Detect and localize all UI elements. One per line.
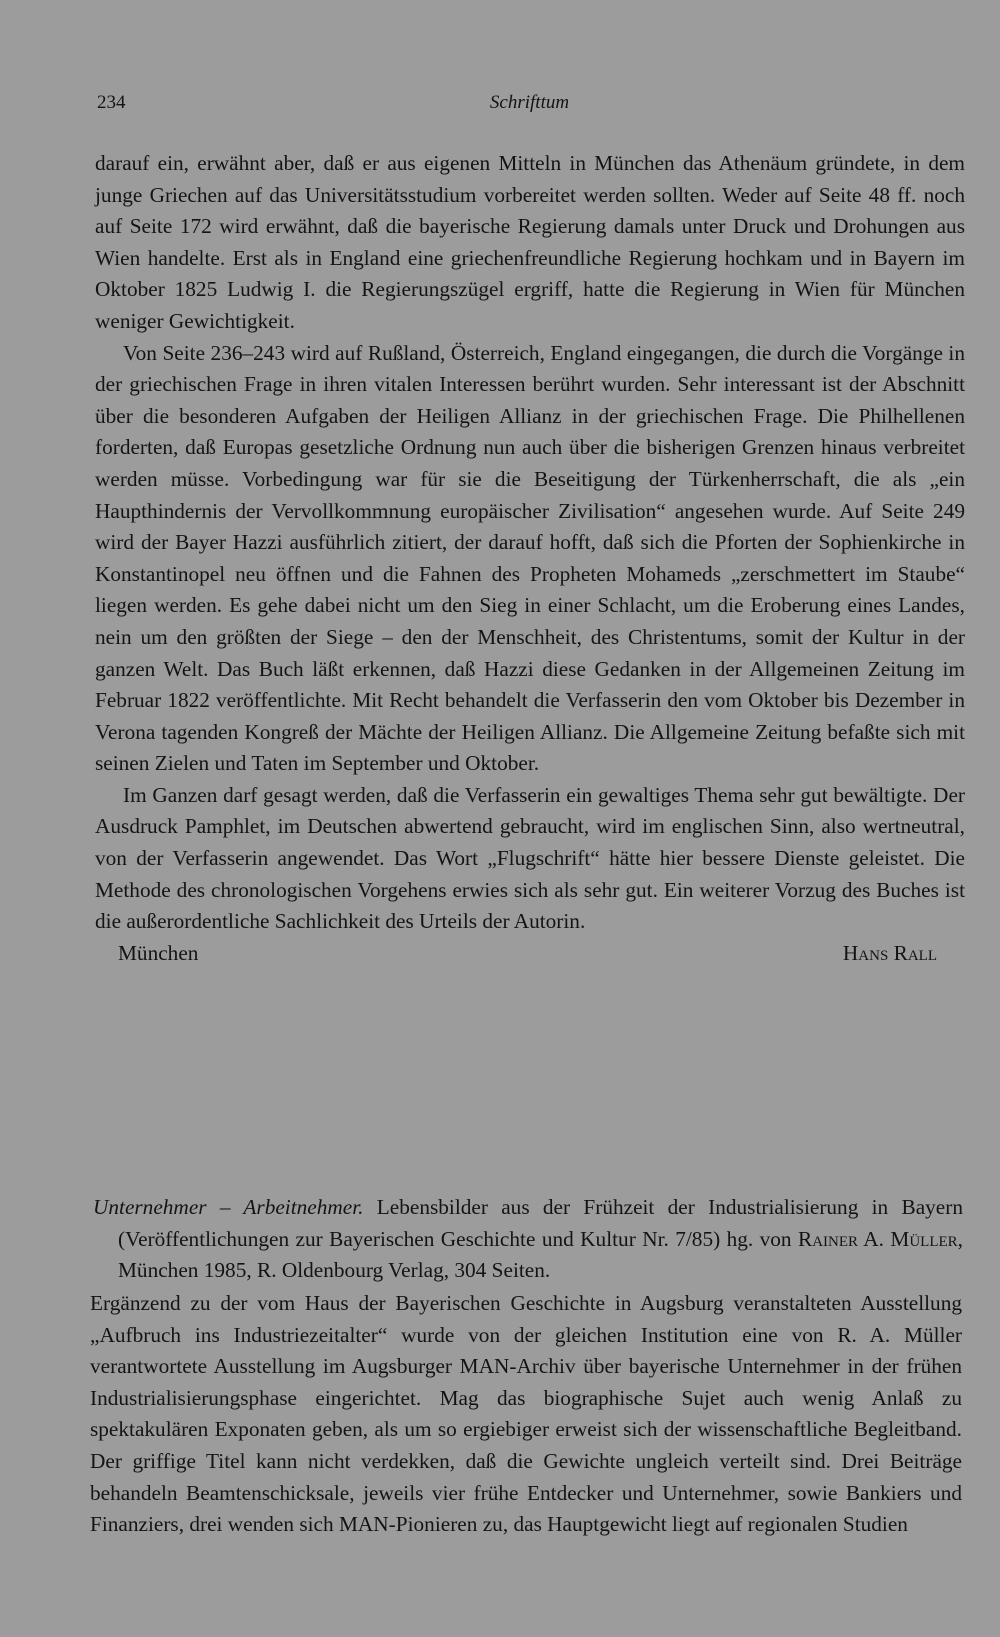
page-header <box>97 92 962 122</box>
page-number: 234 <box>97 92 126 113</box>
book-title: Unternehmer – Arbeitnehmer. <box>93 1195 364 1219</box>
running-head: Schrifttum <box>489 92 570 113</box>
review-one-paragraph-3: Im Ganzen darf gesagt werden, daß die Verfasserin ein gewaltiges Thema sehr gut bewältigte. Der Ausdruck Pamphlet, im Deutschen abwertend gebraucht, wird im englischen Sinn, also wertneutral, von der Verfasserin angewendet. Das Wort „Flugschrift“ hätte hier bessere Dienste geleistet. Die Methode des chronologischen Vorgehens erwies sich als sehr gut. Ein weiterer Vorzug des Buches ist die außerordentliche Sachlichkeit des Urteils der Autorin. <box>95 782 965 934</box>
signature-author: Hans Rall <box>842 940 937 965</box>
bibliography-details: Lebensbilder aus der Frühzeit der Industrialisierung in Bayern (Veröffentlichungen zur Bayerischen Geschichte und Kultur Nr. 7/85) hg. von <box>118 1195 963 1251</box>
review-two-body <box>90 1288 962 1541</box>
review-one-paragraph-2: Von Seite 236–243 wird auf Rußland, Österreich, England eingegangen, die durch die Vorgänge in der griechischen Frage in ihren vitalen Interessen berührt wurden. Sehr interessant ist der Abschnitt über die besonderen Aufgaben der Heiligen Allianz in der griechischen Frage. Die Philhellenen forderten, daß Europas gesetzliche Ordnung nun auch über die bisherigen Grenzen hinaus verbreitet werden müsse. Vorbedingung war für sie die Beseitigung der Türkenherrschaft, die als „ein Haupthindernis der Vervollkommnung europäischer Zivilisation“ angesehen wurde. Auf Seite 249 wird der Bayer Hazzi ausführlich zitiert, der darauf hofft, daß sich die Pforten der Sophienkirche in Konstantinopel neu öffnen und die Fahnen des Propheten Mohameds „zerschmettert im Staube“ liegen werden. Es gehe dabei nicht um den Sieg in einer Schlacht, um die Eroberung eines Landes, nein um den größten der Siege – den der Menschheit, des Christentums, somit der Kultur in der ganzen Welt. Das Buch läßt erkennen, daß Hazzi diese Gedanken in der Allgemeinen Zeitung im Februar 1822 veröffentlichte. Mit Recht behandelt die Verfasserin den vom Oktober bis Dezember in Verona tagenden Kongreß der Mächte der Heiligen Allianz. Die Allgemeine Zeitung befaßte sich mit seinen Zielen und Taten im September und Oktober. <box>95 340 965 776</box>
review-signature <box>95 938 965 970</box>
signature-city: München <box>118 940 199 965</box>
review-one-paragraph-1: darauf ein, erwähnt aber, daß er aus eigenen Mitteln in München das Athenäum gründete, in dem junge Griechen auf das Universitätsstudium vorbereitet werden sollten. Weder auf Seite 48 ff. noch auf Seite 172 wird erwähnt, daß die bayerische Regierung damals unter Druck und Drohungen aus Wien handelte. Erst als in England eine griechenfreundliche Regierung hochkam und in Bayern im Oktober 1825 Ludwig I. die Regierungszügel ergriff, hatte die Regierung in Wien für München weniger Gewichtigkeit. <box>95 151 965 333</box>
review-one <box>95 148 965 970</box>
publisher-details: , München 1985, R. Oldenbourg Verlag, 304 Seiten. <box>118 1226 963 1283</box>
editor-name: Rainer A. Müller <box>798 1226 958 1251</box>
review-two-bibliography <box>93 1192 963 1287</box>
review-two-paragraph: Ergänzend zu der vom Haus der Bayerischen Geschichte in Augsburg veranstalteten Ausstellung „Aufbruch ins Industriezeitalter“ wurde von der gleichen Institution eine von R. A. Müller verantwortete Ausstellung im Augsburger MAN-Archiv über bayerische Unternehmer in der frühen Industrialisierungsphase eingerichtet. Mag das biographische Sujet auch wenig Anlaß zu spektakulären Exponaten geben, als um so ergiebiger erweist sich der wissenschaftliche Begleitband. Der griffige Titel kann nicht verdekken, daß die Gewichte ungleich verteilt sind. Drei Beiträge behandeln Beamtenschicksale, jeweils vier frühe Entdecker und Unternehmer, sowie Bankiers und Finanziers, drei wenden sich MAN-Pionieren zu, das Hauptgewicht liegt auf regionalen Studien <box>90 1291 962 1537</box>
